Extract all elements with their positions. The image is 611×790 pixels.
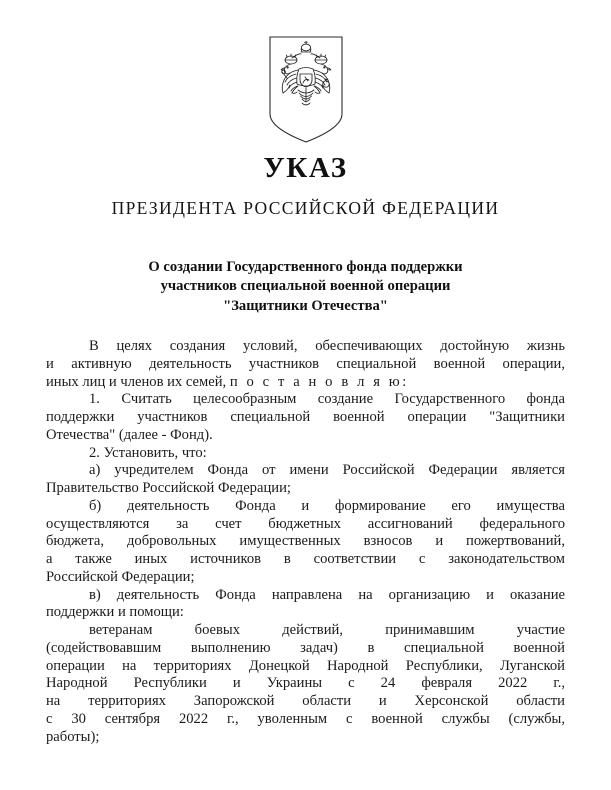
heading-line-1: О создании Государственного фонда поддержки	[148, 259, 463, 275]
paragraph-line: ветеранам боевых действий, принимавшим участие	[89, 622, 565, 638]
coat-of-arms-container	[0, 36, 611, 144]
paragraph-line: (содействовавшим выполнению задач) в специальной военной	[46, 639, 565, 656]
paragraph-line: б) деятельность Фонда и формирование его имущества	[89, 497, 565, 514]
paragraph-line: осуществляются за счет бюджетных ассигнований федерального	[46, 515, 565, 532]
paragraph-line: 1. Считать целесообразным создание Государственного фонда	[89, 391, 565, 408]
document-heading	[95, 258, 516, 316]
paragraph-line: Народной Республики и Украины с 24 февраля 2022 г.,	[46, 675, 565, 692]
paragraph-line: на территориях Запорожской области и Херсонской области	[46, 693, 565, 709]
paragraph-item-2b	[46, 498, 565, 587]
paragraph-line: Российской Федерации;	[46, 568, 195, 585]
paragraph-item-2	[46, 445, 565, 463]
document-subtitle: ПРЕЗИДЕНТА РОССИЙСКОЙ ФЕДЕРАЦИИ	[111, 198, 500, 218]
paragraph-line: бюджета, добровольных имущественных взносов и пожертвований,	[46, 533, 565, 550]
paragraph-line: а) учредителем Фонда от имени Российской Федерации является	[89, 462, 565, 479]
paragraph-item-2a	[46, 462, 565, 498]
paragraph-line: операции на территориях Донецкой Народной Республики, Луганской	[46, 657, 565, 674]
paragraph-line	[46, 374, 565, 392]
paragraph-line: поддержки и помощи:	[46, 604, 184, 621]
paragraph-line: В целях создания условий, обеспечивающих достойную жизнь	[89, 338, 565, 354]
paragraph-preamble	[46, 338, 565, 391]
paragraph-line: Правительство Российской Федерации;	[46, 480, 291, 496]
paragraph-item-2c-veterans	[46, 622, 565, 746]
paragraph-line: Отечества" (далее - Фонд).	[46, 426, 213, 443]
document-body	[46, 338, 565, 746]
heading-line-2: участников специальной военной операции	[160, 278, 451, 295]
russian-federation-coat-of-arms-icon	[268, 36, 344, 144]
enacting-clause: п о с т а н о в л я ю:	[229, 373, 409, 390]
paragraph-line-text: иных лиц и членов их семей,	[46, 373, 230, 390]
paragraph-item-1	[46, 391, 565, 444]
paragraph-line: и активную деятельность участников специальной военной операции,	[46, 355, 565, 372]
paragraph-line: поддержки участников специальной военной операции "Защитники	[46, 409, 565, 425]
heading-line-3: "Защитники Отечества"	[223, 297, 388, 314]
paragraph-line: а также иных источников в соответствии с законодательством	[46, 551, 565, 567]
document-title: УКАЗ	[263, 152, 348, 184]
paragraph-line: в) деятельность Фонда направлена на организацию и оказание	[89, 586, 565, 603]
paragraph-item-2c	[46, 587, 565, 623]
paragraph-line: 2. Установить, что:	[89, 444, 207, 461]
paragraph-line: с 30 сентября 2022 г., уволенным с военной службы (службы,	[46, 710, 565, 727]
paragraph-line: работы);	[46, 728, 100, 745]
